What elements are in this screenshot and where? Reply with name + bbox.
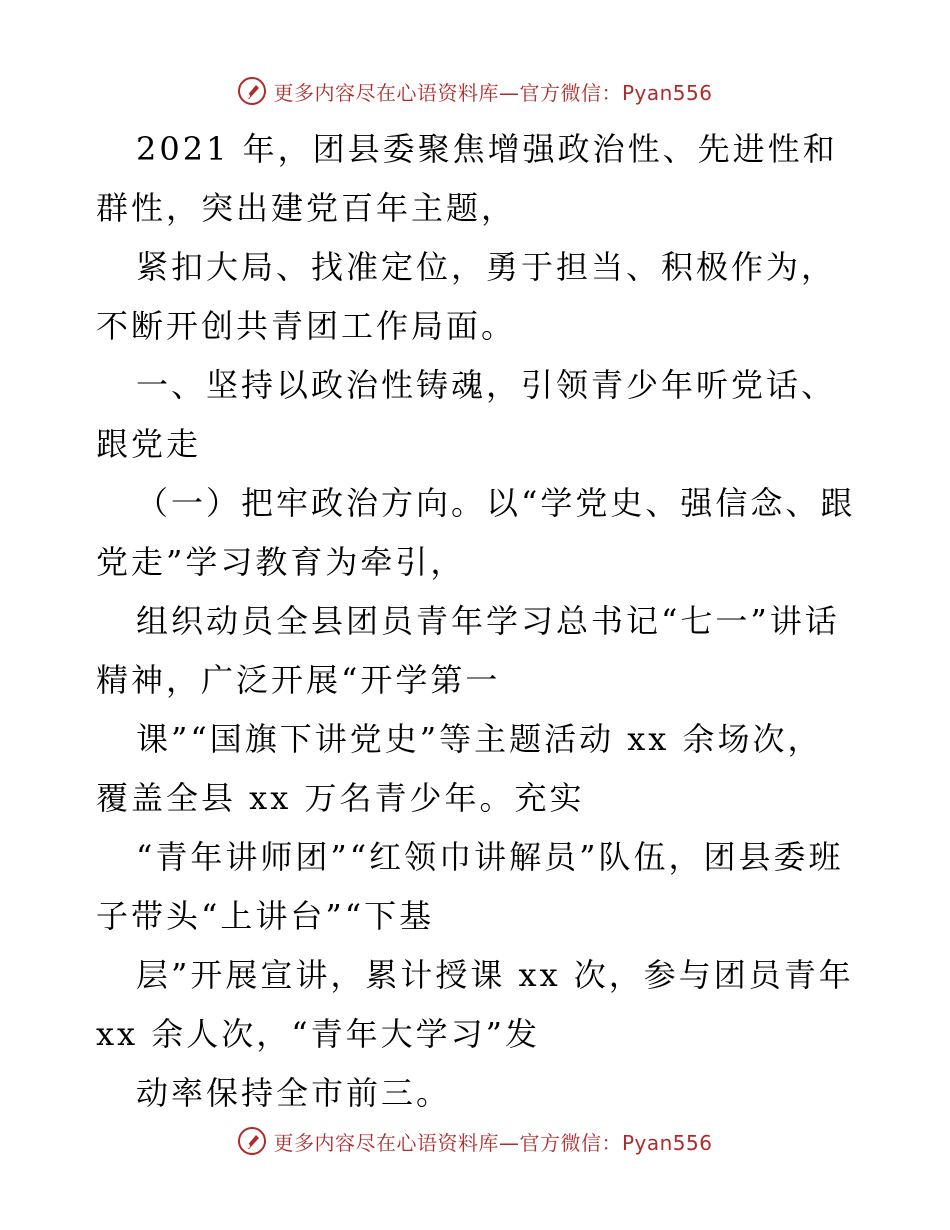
paragraph: （一）把牢政治方向。以“学党史、强信念、跟党走”学习教育为牵引， xyxy=(96,484,856,581)
paragraph: 层”开展宣讲，累计授课 xx 次，参与团员青年 xx 余人次，“青年大学习”发 xyxy=(96,956,867,1053)
document-body xyxy=(96,120,867,1123)
pen-nib-logo-icon xyxy=(237,76,267,106)
paragraph: 动率保持全市前三。 xyxy=(136,1074,452,1112)
paragraph: 组织动员全县团员青年学习总书记“七一”讲话精神，广泛开展“开学第一 xyxy=(96,602,840,699)
section-heading: 一、坚持以政治性铸魂，引领青少年听党话、跟党走 xyxy=(96,366,837,463)
watermark-text: 更多内容尽在心语资料库—官方微信：Pyan556 xyxy=(273,1130,713,1155)
watermark-header xyxy=(0,74,950,108)
pen-nib-logo-icon xyxy=(237,1126,267,1156)
paragraph: 紧扣大局、找准定位，勇于担当、积极作为，不断开创共青团工作局面。 xyxy=(96,248,837,345)
paragraph: 2021 年，团县委聚焦增强政治性、先进性和群性，突出建党百年主题， xyxy=(96,130,838,227)
watermark-text: 更多内容尽在心语资料库—官方微信：Pyan556 xyxy=(273,80,713,105)
paragraph: 课”“国旗下讲党史”等主题活动 xx 余场次，覆盖全县 xx 万名青少年。充实 xyxy=(96,720,823,817)
paragraph: “青年讲师团”“红领巾讲解员”队伍，团县委班子带头“上讲台”“下基 xyxy=(96,838,844,935)
watermark-footer xyxy=(0,1124,950,1158)
